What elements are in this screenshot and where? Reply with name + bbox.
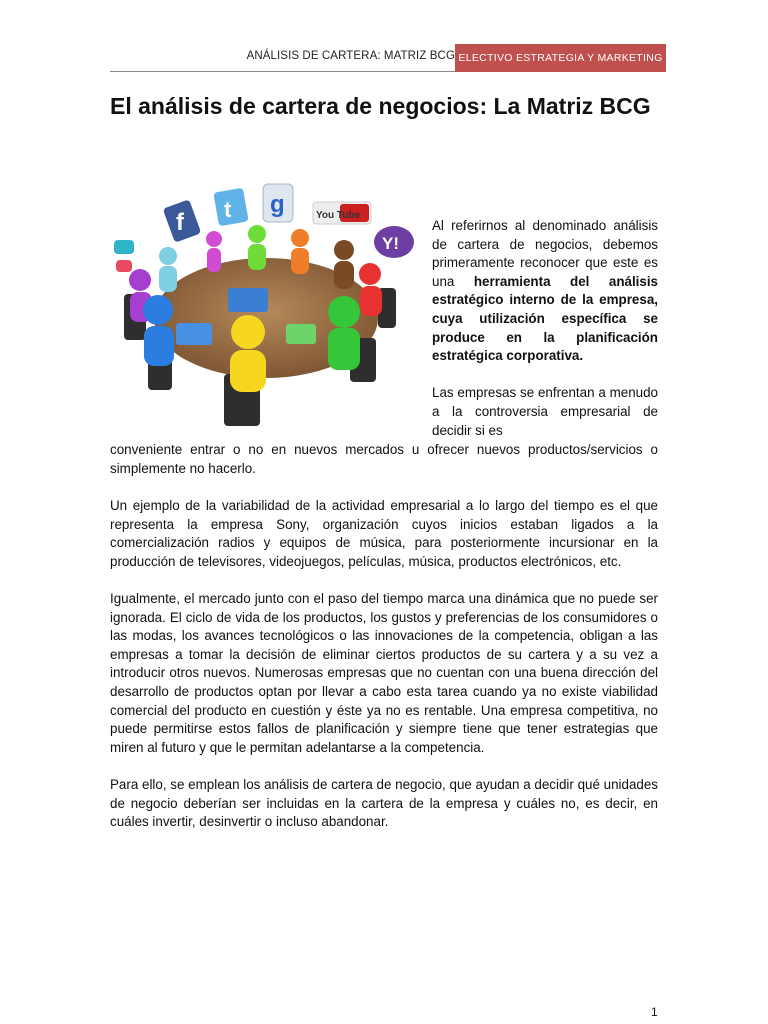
intro-continuation	[110, 441, 658, 478]
page-title: El análisis de cartera de negocios: La Matriz BCG	[110, 93, 651, 119]
page-number: 1	[651, 1005, 658, 1019]
header-rule	[110, 71, 455, 72]
youtube-wordmark: You Tube	[316, 210, 361, 221]
body-paragraph: Igualmente, el mercado junto con el paso del tiempo marca una dinámica que no puede ser ignorada. El ciclo de vida de los productos, los gustos y preferencias de los consumidores o las modas, los avances tecnológicos o las innovaciones de la competencia, obligan a las empresas a tomar la decisión de eliminar ciertos productos de su cartera y a su vez a introducir otros nuevos. Numerosas empresas que no cuentan con una buena dirección del desarrollo de productos optan por llevar a cabo esta tarea cuando ya no existe viabilidad comercial del producto en cuestión y éste ya no es rentable. Una empresa competitiva, no puede permitirse estos fallos de planificación y siempre tiene que tener estrategias que miren al futuro y que le permitan adelantarse a la competencia.	[110, 590, 658, 755]
facebook-icon	[163, 199, 202, 242]
google-icon	[263, 184, 293, 222]
intro-paragraph	[432, 217, 658, 366]
meeting-illustration	[108, 178, 423, 436]
yahoo-icon	[374, 226, 414, 258]
intro-text: Al referirnos al denominado análisis de cartera de negocios, debemos primeramente reconocer que este es una	[432, 218, 658, 289]
running-header	[110, 44, 666, 72]
google-glyph: g	[270, 191, 285, 218]
body-paragraph: Un ejemplo de la variabilidad de la actividad empresarial a lo largo del tiempo es el que representa la empresa Sony, organización cuyos inicios estaban ligados a la comercialización radios y equipos de música, para posteriormente incursionar en la producción de televisores, videojuegos, películas, música, productos electrónicos, etc.	[110, 498, 658, 569]
header-document-title: ANÁLISIS DE CARTERA: MATRIZ BCG	[246, 50, 455, 62]
body-paragraphs	[110, 497, 658, 850]
twitter-icon	[213, 188, 248, 227]
facebook-glyph: f	[176, 209, 184, 236]
body-paragraph: Para ello, se emplean los análisis de cartera de negocio, que ayudan a decidir qué unidades de negocio deberían ser incluidas en la cartera de la empresa y cuáles no, es decir, en cuáles invertir, desinvertir o incluso abandonar.	[110, 776, 658, 830]
header-course-label: ELECTIVO ESTRATEGIA Y MARKETING	[458, 52, 663, 64]
intro-emphasis: herramienta del análisis estratégico interno de la empresa, cuya utilización específica se produce en la planificación estratégica corporativa.	[432, 273, 659, 364]
intro-column	[432, 217, 658, 459]
youtube-icon	[313, 202, 371, 224]
puzzle-pieces-icon	[114, 240, 134, 272]
intro-second-paragraph: Las empresas se enfrentan a menudo a la controversia empresarial de decidir si es	[432, 385, 658, 438]
intro-continuation-text: conveniente entrar o no en nuevos mercados u ofrecer nuevos productos/servicios o simplemente no hacerlo.	[110, 442, 658, 476]
twitter-glyph: t	[224, 197, 232, 222]
yahoo-wordmark: Y!	[382, 234, 399, 253]
header-course-badge	[455, 44, 666, 72]
